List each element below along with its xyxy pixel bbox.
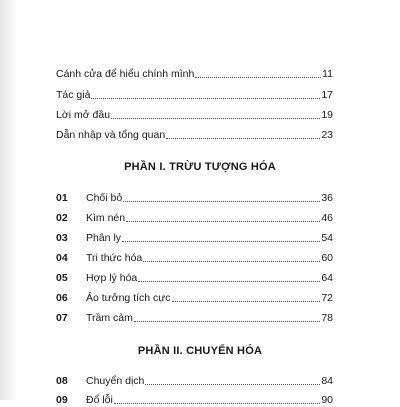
toc-entry-chapter-03[interactable] [56,232,333,245]
toc-entry-page: 23 [321,129,333,141]
toc-entry-title: Dẫn nhập và tổng quan [56,129,166,141]
toc-entry-front-4[interactable] [56,129,333,142]
toc-entry-page: 90 [321,394,333,406]
chapter-number: 04 [56,252,68,264]
leader-dots [114,403,320,404]
toc-entry-title: Trầm cảm [86,312,133,324]
toc-entry-page: 78 [321,312,333,324]
toc-entry-page: 64 [321,272,333,284]
toc-entry-title: Ảo tưởng tích cực [86,292,171,304]
chapter-number: 02 [56,212,68,224]
toc-entry-title: Tác giả [56,89,91,101]
leader-dots [172,301,321,302]
toc-entry-title: Tri thức hóa [86,252,143,264]
toc-entry-page: 84 [321,375,333,387]
toc-entry-chapter-07[interactable] [56,312,333,325]
chapter-number: 05 [56,272,68,284]
leader-dots [91,98,320,99]
part-1-heading: PHẦN I. TRỪU TƯỢNG HÓA [124,161,276,173]
leader-dots [195,77,321,78]
toc-entry-title: Chối bỏ [86,192,123,204]
leader-dots [122,241,320,242]
toc-entry-chapter-02[interactable] [56,212,333,225]
leader-dots [166,138,320,139]
toc-entry-chapter-09[interactable] [56,394,333,407]
chapter-number: 06 [56,292,68,304]
toc-entry-chapter-08[interactable] [56,375,333,388]
toc-entry-chapter-01[interactable] [56,192,333,205]
chapter-number: 01 [56,192,68,204]
leader-dots [138,281,320,282]
part-2-heading: PHẦN II. CHUYỂN HÓA [137,345,263,357]
toc-entry-page: 19 [321,109,333,121]
toc-entry-title: Phân ly [86,232,122,244]
toc-entry-title: Đổ lỗi [86,394,113,406]
toc-entry-page: 46 [321,212,333,224]
toc-entry-title: Kìm nén [86,212,126,224]
chapter-number: 03 [56,232,68,244]
toc-entry-page: 36 [321,192,333,204]
toc-entry-page: 11 [322,68,333,80]
leader-dots [126,221,320,222]
toc-entry-front-2[interactable] [56,89,333,102]
chapter-number: 08 [56,375,68,387]
toc-entry-page: 54 [321,232,333,244]
toc-entry-title: Hợp lý hóa [86,272,138,284]
toc-entry-title: Lời mở đầu [56,109,111,121]
toc-entry-page: 17 [321,89,333,101]
chapter-number: 07 [56,312,68,324]
toc-entry-page: 72 [321,292,333,304]
leader-dots [111,118,320,119]
toc-entry-front-1[interactable] [56,68,333,81]
toc-entry-page: 60 [321,252,333,264]
leader-dots [143,261,320,262]
toc-entry-title: Cánh cửa để hiểu chính mình [56,68,195,80]
leader-dots [145,384,320,385]
toc-entry-front-3[interactable] [56,109,333,122]
chapter-number: 09 [56,394,68,406]
toc-entry-chapter-05[interactable] [56,272,333,285]
leader-dots [134,321,320,322]
leader-dots [123,201,320,202]
toc-entry-chapter-06[interactable] [56,292,333,305]
toc-entry-chapter-04[interactable] [56,252,333,265]
toc-entry-title: Chuyển dịch [86,375,145,387]
